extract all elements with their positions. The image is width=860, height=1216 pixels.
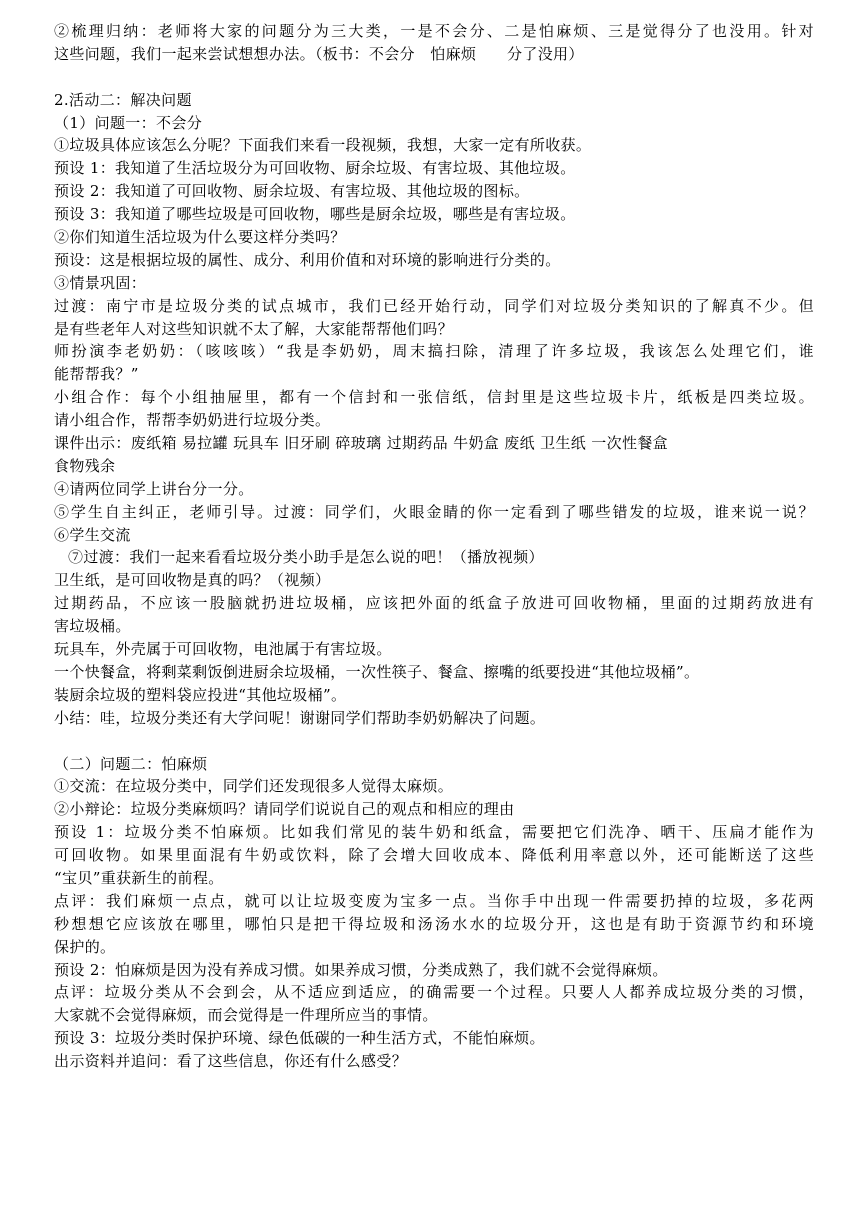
text-line: 这些问题，我们一起来尝试想想办法。（板书：不会分 怕麻烦 分了没用） — [54, 44, 584, 63]
text-line: 小组合作：每个小组抽屉里，都有一个信封和一张信纸，信封里是这些垃圾卡片，纸板是四类垃圾。 — [54, 388, 814, 407]
subsection-heading: （二）问题二：怕麻烦 — [54, 754, 208, 773]
text-line: 装厨余垃圾的塑料袋应投进“其他垃圾桶”。 — [54, 685, 347, 704]
text-line: 能帮帮我？” — [54, 365, 139, 384]
text-line: ②你们知道生活垃圾为什么要这样分类吗？ — [54, 228, 346, 247]
text-line: 预设 1：垃圾分类不怕麻烦。比如我们常见的装牛奶和纸盒，需要把它们洗净、晒干、压扁才能作为 — [54, 823, 814, 842]
text-line: ⑤学生自主纠正，老师引导。过渡：同学们，火眼金睛的你一定看到了哪些错发的垃圾，谁来说一说？ — [54, 502, 814, 521]
text-line: 是有些老年人对这些知识就不太了解，大家能帮帮他们吗？ — [54, 319, 454, 338]
text-line: 害垃圾桶。 — [54, 617, 131, 636]
text-line: 秒想想它应该放在哪里，哪怕只是把干得垃圾和汤汤水水的垃圾分开，这也是有助于资源节约和环境 — [54, 914, 814, 933]
text-line: ①交流：在垃圾分类中，同学们还发现很多人觉得太麻烦。 — [54, 777, 454, 796]
text-line: ⑥学生交流 — [54, 525, 131, 544]
text-line: ①垃圾具体应该怎么分呢？下面我们来看一段视频，我想，大家一定有所收获。 — [54, 136, 592, 155]
text-line: 玩具车，外壳属于可回收物，电池属于有害垃圾。 — [54, 640, 392, 659]
text-line: 卫生纸，是可回收物是真的吗？（视频） — [54, 571, 331, 590]
text-line: 预设 2：我知道了可回收物、厨余垃圾、有害垃圾、其他垃圾的图标。 — [54, 182, 530, 201]
text-line: 师扮演李老奶奶：（咳咳咳）“我是李奶奶，周末搞扫除，清理了许多垃圾，我该怎么处理它们，谁 — [54, 342, 814, 361]
blank-line — [54, 66, 814, 89]
text-line: 点评：垃圾分类从不会到会，从不适应到适应，的确需要一个过程。只要人人都养成垃圾分类的习惯， — [54, 983, 814, 1002]
text-line: “宝贝”重获新生的前程。 — [54, 868, 224, 887]
text-line: 预设：这是根据垃圾的属性、成分、利用价值和对环境的影响进行分类的。 — [54, 250, 561, 269]
section-heading: 2.活动二：解决问题 — [54, 90, 192, 109]
text-line: 请小组合作，帮帮李奶奶进行垃圾分类。 — [54, 411, 331, 430]
text-line: ⑦过渡：我们一起来看看垃圾分类小助手是怎么说的吧！（播放视频） — [68, 548, 544, 567]
text-line: 过期药品，不应该一股脑就扔进垃圾桶，应该把外面的纸盒子放进可回收物桶，里面的过期药放进有 — [54, 594, 814, 613]
text-line: 预设 3：垃圾分类时保护环境、绿色低碳的一种生活方式，不能怕麻烦。 — [54, 1029, 545, 1048]
text-line: 小结：哇，垃圾分类还有大学问呢！谢谢同学们帮助李奶奶解决了问题。 — [54, 708, 546, 727]
text-line: 预设 2：怕麻烦是因为没有养成习惯。如果养成习惯，分类成熟了，我们就不会觉得麻烦。 — [54, 960, 668, 979]
text-line: ③情景巩固： — [54, 273, 147, 292]
text-line: 预设 1：我知道了生活垃圾分为可回收物、厨余垃圾、有害垃圾、其他垃圾。 — [54, 159, 576, 178]
text-line: 保护的。 — [54, 937, 116, 956]
text-line: 出示资料并追问：看了这些信息，你还有什么感受？ — [54, 1052, 408, 1071]
text-line: 食物残余 — [54, 456, 116, 475]
blank-line — [54, 730, 814, 753]
text-line: 大家就不会觉得麻烦，而会觉得是一件理所应当的事情。 — [54, 1006, 438, 1025]
text-line: 课件出示：废纸箱 易拉罐 玩具车 旧牙刷 碎玻璃 过期药品 牛奶盒 废纸 卫生纸 一次性餐盒 — [54, 434, 669, 453]
text-line: 点评：我们麻烦一点点，就可以让垃圾变废为宝多一点。当你手中出现一件需要扔掉的垃圾，多花两 — [54, 891, 814, 910]
text-line: 过渡：南宁市是垃圾分类的试点城市，我们已经开始行动，同学们对垃圾分类知识的了解真不少。但 — [54, 296, 814, 315]
text-line: 一个快餐盒，将剩菜剩饭倒进厨余垃圾桶，一次性筷子、餐盒、擦嘴的纸要投进“其他垃圾桶”。 — [54, 662, 700, 681]
text-line: 预设 3：我知道了哪些垃圾是可回收物，哪些是厨余垃圾，哪些是有害垃圾。 — [54, 205, 576, 224]
document-page — [54, 20, 814, 1073]
text-line: ②梳理归纳：老师将大家的问题分为三大类，一是不会分、二是怕麻烦、三是觉得分了也没用。针对 — [54, 22, 814, 40]
text-line: ②小辩论：垃圾分类麻烦吗？请同学们说说自己的观点和相应的理由 — [54, 800, 515, 819]
subsection-heading: （1）问题一：不会分 — [54, 113, 203, 132]
text-line: ④请两位同学上讲台分一分。 — [54, 479, 254, 498]
text-line: 可回收物。如果里面混有牛奶或饮料，除了会增大回收成本、降低利用率意以外，还可能断送了这些 — [54, 846, 814, 865]
